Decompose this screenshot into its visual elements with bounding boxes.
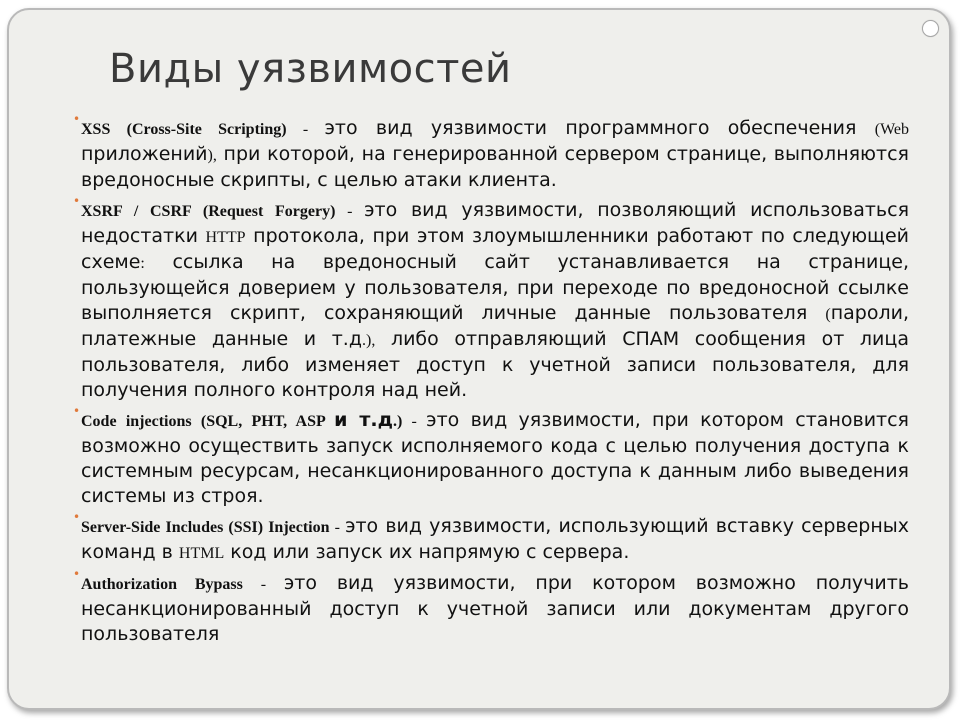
list-item-xss [73,112,910,193]
description-text: это вид уязвимости, использующий вставку серверных команд в [81,515,909,563]
corner-circle-decoration [922,20,939,37]
description-text: ссылка на вредоносный сайт устанавливается на странице, пользующейся доверием у пользователя, при переходе по вредоносной ссылке выполняется скрипт, сохраняющий личные данные пользователя [81,251,909,324]
term-bold-sans: и т.д [334,409,393,431]
slide-title: Виды уязвимостей [109,46,512,92]
separator: - [242,576,284,593]
list-item-ssi-injection [73,510,909,566]
separator: - [335,203,365,220]
description-text: это вид уязвимости, при котором возможно получить несанкционированный доступ к учетной записи или документам другого пользователя [81,572,909,645]
description-serif: HTTP [205,229,246,246]
description-serif: ), [207,147,217,164]
term-ssi-injection: Server-Side Includes (SSI) Injection [81,519,330,536]
description-text: приложений [81,143,208,165]
separator: - [402,413,427,430]
list-item-code-injections [73,404,909,509]
description-text: это вид уязвимости, при котором становится возможно осуществить запуск исполняемого кода с целью получения доступа к системным ресурсам, несанкционированного доступа к данным либо выведения системы из строя. [81,409,909,507]
term-code-injections: Code injections (SQL, PHT, ASP [81,413,335,430]
description-text: это вид уязвимости, позволяющий использоваться недостатки [81,199,910,247]
slide [7,8,951,710]
description-serif: .), [361,332,376,349]
bullet-icon: • [73,567,81,581]
list-item-authorization-bypass [73,567,909,647]
term-xss: XSS (Cross-Site Scripting) [81,121,287,138]
separator: - [286,121,325,138]
term-authorization-bypass: Authorization Bypass [81,576,243,593]
vulnerability-list [73,112,910,652]
bullet-icon: • [73,404,81,418]
bullet-icon: • [73,112,81,126]
description-text: пароли, платежные данные и т.д [81,302,909,350]
description-text: протокола, при этом злоумышленники работают по следующей схеме [81,225,909,273]
list-item-xsrf [73,194,910,403]
description-serif: : [140,255,145,272]
description-serif: (Web [874,121,910,138]
term-xsrf: XSRF / CSRF (Request Forgery) [81,203,336,220]
description-text: либо отправляющий СПАМ сообщения от лица пользователя, либо изменяет доступ к учетной записи пользователя, для получения полного контроля над ней. [81,328,909,401]
description-text: при которой, на генерированной сервером странице, выполняются вредоносные скрипты, с целью атаки клиента. [81,143,909,191]
description-serif: HTML [178,545,225,562]
description-text: это вид уязвимости программного обеспечения [324,117,875,139]
bullet-icon: • [73,194,81,208]
description-serif: ( [825,306,831,323]
description-text: код или запуск их напрямую с сервера. [224,541,630,563]
term-end: .) [392,413,403,430]
bullet-icon: • [73,510,81,524]
separator: - [329,519,346,536]
